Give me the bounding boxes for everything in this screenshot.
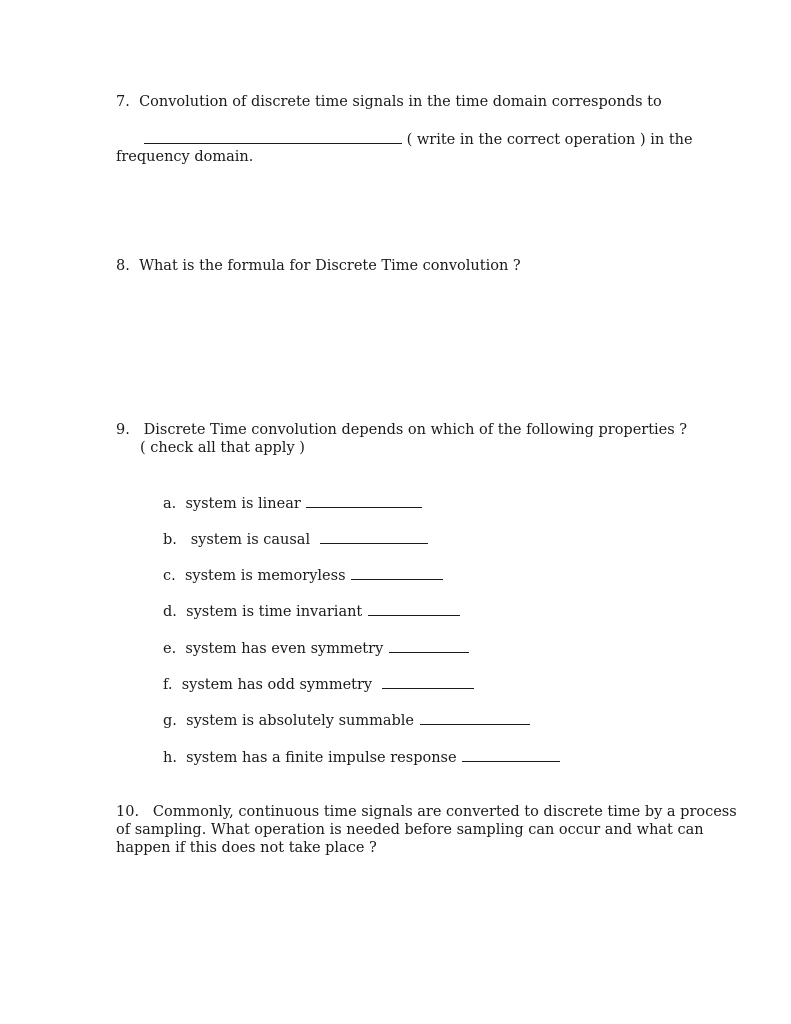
question-7-answer-blank[interactable] xyxy=(144,130,402,144)
option-a-blank[interactable] xyxy=(306,494,422,508)
question-9-instruction: ( check all that apply ) xyxy=(140,440,305,456)
option-letter: c. xyxy=(163,568,176,584)
option-letter: d. xyxy=(163,604,177,620)
question-9-number: 9. xyxy=(116,422,130,438)
option-label: system has even symmetry xyxy=(185,641,384,657)
question-10-line-3: happen if this does not take place ? xyxy=(116,840,377,856)
question-8 xyxy=(116,257,521,275)
question-9 xyxy=(116,421,687,439)
question-7-number: 7. xyxy=(116,94,130,110)
question-8-text: What is the formula for Discrete Time convolution ? xyxy=(139,258,521,274)
question-10-number: 10. xyxy=(116,804,140,820)
option-g-blank[interactable] xyxy=(420,711,530,725)
option-c xyxy=(163,566,443,585)
question-8-number: 8. xyxy=(116,258,130,274)
option-label: system is absolutely summable xyxy=(186,713,414,729)
option-a xyxy=(163,494,422,513)
option-label: system has odd symmetry xyxy=(181,677,373,693)
option-letter: b. xyxy=(163,532,177,548)
option-label: system is time invariant xyxy=(186,604,363,620)
question-9-text: Discrete Time convolution depends on which of the following properties ? xyxy=(143,422,688,438)
question-7-continuation: frequency domain. xyxy=(116,149,254,165)
question-10-line-1: Commonly, continuous time signals are converted to discrete time by a process xyxy=(152,804,737,820)
option-e-blank[interactable] xyxy=(389,639,469,653)
option-g xyxy=(163,711,530,730)
question-7-prompt: ( write in the correct operation ) in the xyxy=(406,132,693,148)
question-10-line-2: of sampling. What operation is needed before sampling can occur and what can xyxy=(116,822,704,838)
option-letter: g. xyxy=(163,713,177,729)
option-label: system is memoryless xyxy=(184,568,346,584)
option-f-blank[interactable] xyxy=(382,675,474,689)
option-e xyxy=(163,639,469,658)
question-10 xyxy=(116,803,737,821)
option-label: system is causal xyxy=(190,532,311,548)
option-d-blank[interactable] xyxy=(368,602,460,616)
question-7-text: Convolution of discrete time signals in the time domain corresponds to xyxy=(139,94,662,110)
question-7 xyxy=(116,93,662,111)
option-f xyxy=(163,675,474,694)
option-b xyxy=(163,530,428,549)
option-c-blank[interactable] xyxy=(351,566,443,580)
option-letter: h. xyxy=(163,750,177,766)
option-h xyxy=(163,748,560,767)
question-7-answer-line xyxy=(144,130,693,149)
option-letter: a. xyxy=(163,496,177,512)
option-d xyxy=(163,602,460,621)
option-label: system is linear xyxy=(185,496,301,512)
option-letter: f. xyxy=(163,677,173,693)
option-b-blank[interactable] xyxy=(320,530,428,544)
option-letter: e. xyxy=(163,641,177,657)
option-label: system has a finite impulse response xyxy=(186,750,457,766)
option-h-blank[interactable] xyxy=(462,748,560,762)
